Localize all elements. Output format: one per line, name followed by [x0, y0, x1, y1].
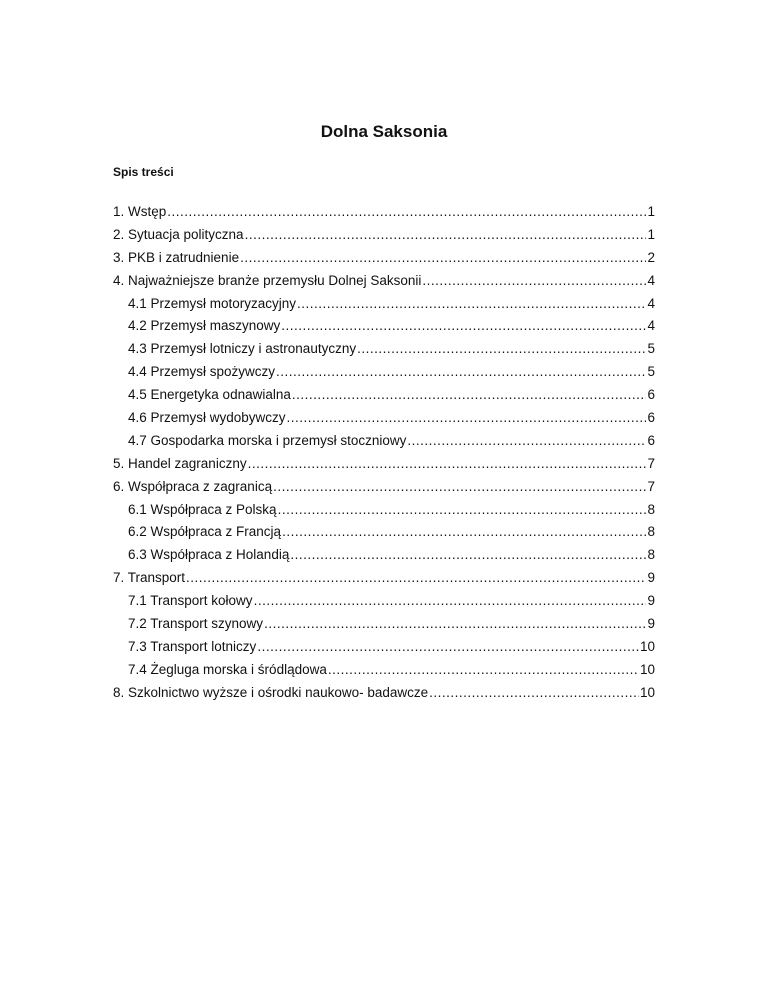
toc-entry-label: 6.2 Współpraca z Francją [128, 524, 282, 540]
toc-entry[interactable] [113, 661, 655, 684]
toc-entry[interactable] [113, 523, 655, 546]
toc-dot-leader [429, 684, 639, 702]
toc-entry-label: 7.3 Transport lotniczy [128, 638, 257, 654]
toc-dot-leader [282, 523, 646, 541]
toc-entry[interactable] [113, 455, 655, 478]
toc-entry[interactable] [113, 546, 655, 569]
toc-entry-label: 8. Szkolnictwo wyższe i ośrodki naukowo- badawcze [113, 684, 429, 700]
toc-dot-leader [407, 432, 646, 450]
toc-entry-page: 1 [647, 204, 655, 219]
toc-dot-leader [281, 317, 646, 335]
toc-entry[interactable] [113, 363, 655, 386]
toc-dot-leader [287, 409, 647, 427]
toc-entry-page: 9 [647, 593, 655, 609]
toc-heading: Spis treści [113, 165, 174, 179]
toc-entry[interactable] [113, 592, 655, 615]
toc-entry-label: 5. Handel zagraniczny [113, 455, 247, 471]
toc-dot-leader [186, 569, 646, 587]
toc-dot-leader [276, 363, 646, 381]
toc-entry[interactable] [113, 569, 655, 592]
toc-entry-page: 10 [639, 661, 655, 677]
toc-dot-leader [245, 226, 647, 244]
toc-entry-label: 4.1 Przemysł motoryzacyjny [128, 295, 297, 311]
toc-entry[interactable] [113, 203, 655, 226]
toc-entry-page: 5 [647, 341, 655, 357]
toc-dot-leader [257, 638, 639, 656]
table-of-contents [113, 203, 655, 707]
toc-entry-label: 2. Sytuacja polityczna [113, 226, 244, 242]
toc-entry[interactable] [113, 432, 655, 455]
toc-entry-label: 6.3 Współpraca z Holandią [128, 547, 290, 563]
toc-dot-leader [278, 501, 647, 519]
toc-entry-label: 6. Współpraca z zagranicą [113, 478, 273, 494]
toc-entry-label: 1. Wstęp [113, 204, 167, 219]
toc-entry-label: 7.2 Transport szynowy [128, 616, 264, 632]
toc-entry-label: 4. Najważniejsze branże przemysłu Dolnej Saksonii [113, 272, 422, 288]
toc-entry[interactable] [113, 638, 655, 661]
toc-dot-leader [297, 295, 646, 313]
toc-entry[interactable] [113, 226, 655, 249]
toc-dot-leader [357, 340, 646, 358]
toc-dot-leader [248, 455, 647, 473]
toc-entry-label: 7.1 Transport kołowy [128, 593, 253, 609]
toc-dot-leader [292, 386, 647, 404]
toc-dot-leader [290, 546, 646, 564]
toc-entry-page: 4 [647, 295, 655, 311]
toc-dot-leader [240, 249, 646, 267]
toc-entry-page: 2 [647, 249, 655, 265]
toc-entry[interactable] [113, 501, 655, 524]
toc-dot-leader [422, 272, 646, 290]
toc-entry-page: 6 [647, 410, 655, 426]
toc-entry-label: 4.5 Energetyka odnawialna [128, 387, 291, 403]
toc-entry-page: 9 [647, 570, 655, 586]
toc-entry-page: 10 [639, 638, 655, 654]
toc-entry-page: 6 [647, 432, 655, 448]
toc-entry[interactable] [113, 317, 655, 340]
toc-entry-page: 7 [647, 455, 655, 471]
toc-entry-label: 4.4 Przemysł spożywczy [128, 364, 276, 380]
toc-entry-page: 9 [647, 616, 655, 632]
toc-entry[interactable] [113, 409, 655, 432]
toc-entry-label: 6.1 Współpraca z Polską [128, 501, 277, 517]
toc-dot-leader [328, 661, 639, 679]
toc-entry-label: 4.7 Gospodarka morska i przemysł stoczniowy [128, 432, 407, 448]
document-title: Dolna Saksonia [320, 122, 448, 141]
toc-entry[interactable] [113, 249, 655, 272]
toc-entry-page: 10 [639, 684, 655, 700]
toc-entry-page: 7 [647, 478, 655, 494]
toc-entry[interactable] [113, 295, 655, 318]
toc-entry[interactable] [113, 684, 655, 707]
toc-entry-page: 4 [647, 272, 655, 288]
toc-entry-page: 1 [647, 226, 655, 242]
toc-entry[interactable] [113, 478, 655, 501]
toc-entry-label: 4.2 Przemysł maszynowy [128, 318, 281, 334]
toc-dot-leader [167, 203, 646, 221]
toc-entry-label: 7. Transport [113, 570, 186, 586]
toc-entry-label: 7.4 Żegluga morska i śródlądowa [128, 661, 327, 677]
toc-entry-label: 4.3 Przemysł lotniczy i astronautyczny [128, 341, 357, 357]
toc-entry-page: 8 [647, 547, 655, 563]
toc-entry-page: 6 [647, 387, 655, 403]
toc-entry-page: 4 [647, 318, 655, 334]
toc-entry[interactable] [113, 615, 655, 638]
toc-entry-page: 8 [647, 524, 655, 540]
toc-entry-label: 4.6 Przemysł wydobywczy [128, 410, 286, 426]
toc-entry[interactable] [113, 340, 655, 363]
toc-entry-page: 5 [647, 364, 655, 380]
toc-dot-leader [254, 592, 647, 610]
toc-dot-leader [264, 615, 646, 633]
toc-entry[interactable] [113, 272, 655, 295]
toc-entry-page: 8 [647, 501, 655, 517]
toc-entry-label: 3. PKB i zatrudnienie [113, 249, 240, 265]
toc-entry[interactable] [113, 386, 655, 409]
toc-dot-leader [273, 478, 646, 496]
